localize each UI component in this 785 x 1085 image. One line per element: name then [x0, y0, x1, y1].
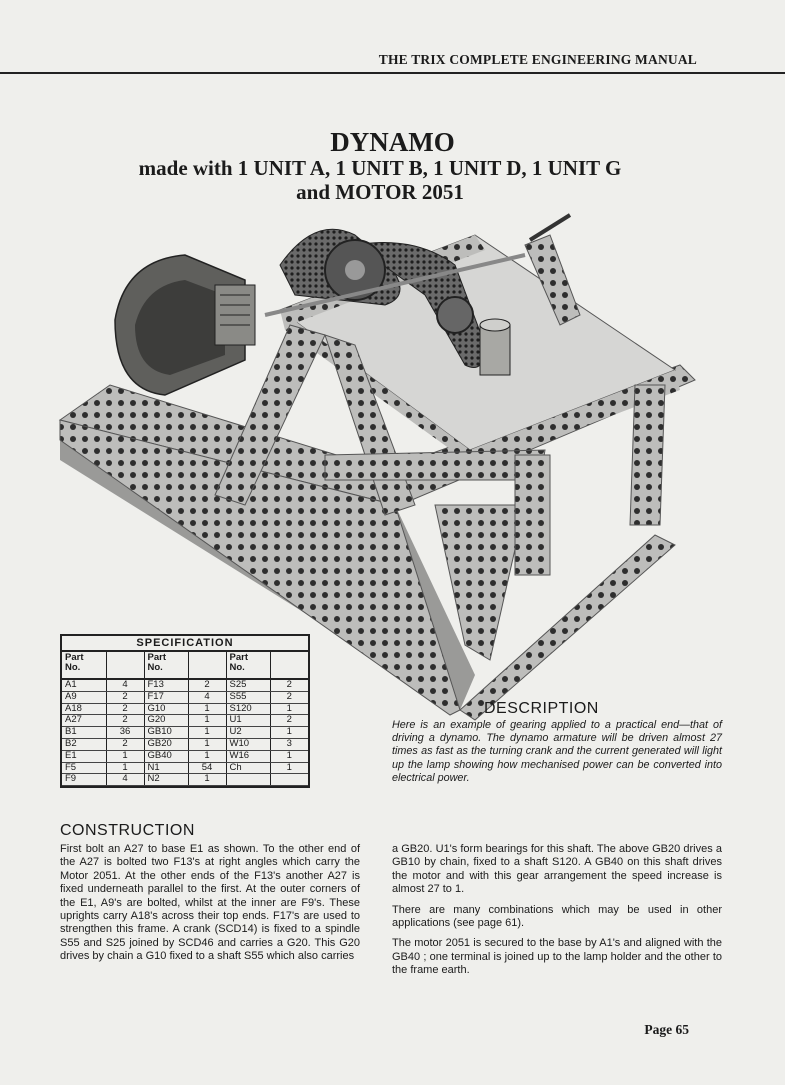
part-number-cell: GB40	[144, 750, 188, 762]
page-subtitle	[0, 156, 760, 204]
quantity-cell: 1	[188, 727, 226, 739]
quantity-cell	[270, 774, 308, 786]
quantity-cell: 2	[270, 691, 308, 703]
manual-title: THE TRIX COMPLETE ENGINEERING MANUAL	[378, 52, 697, 67]
page-title: DYNAMO	[330, 127, 455, 157]
part-number-cell: W16	[226, 750, 270, 762]
part-number-cell: A27	[62, 715, 106, 727]
quantity-cell: 54	[188, 762, 226, 774]
part-number-cell: N1	[144, 762, 188, 774]
part-number-cell: W10	[226, 738, 270, 750]
part-number-cell: A1	[62, 679, 106, 691]
quantity-cell: 1	[106, 762, 144, 774]
table-row	[62, 774, 308, 786]
quantity-cell: 1	[188, 750, 226, 762]
part-no-header: Part No.	[144, 652, 188, 679]
part-number-cell: U1	[226, 715, 270, 727]
part-number-cell: N2	[144, 774, 188, 786]
quantity-cell: 2	[188, 679, 226, 691]
header-rule	[0, 72, 785, 74]
part-number-cell: G20	[144, 715, 188, 727]
quantity-cell: 2	[270, 715, 308, 727]
part-number-cell: GB20	[144, 738, 188, 750]
part-number-cell: S25	[226, 679, 270, 691]
part-number-cell: GB10	[144, 727, 188, 739]
specification-table	[60, 634, 310, 788]
spec-grid	[62, 652, 308, 786]
part-no-header: Part No.	[226, 652, 270, 679]
part-number-cell: A9	[62, 691, 106, 703]
table-row	[62, 762, 308, 774]
part-number-cell: F5	[62, 762, 106, 774]
description-heading: DESCRIPTION	[484, 700, 599, 717]
construction-left-column	[60, 843, 360, 964]
quantity-cell: 4	[106, 679, 144, 691]
construction-paragraph: First bolt an A27 to base E1 as shown. To the other end of the A27 is bolted two F13's at right angles which carry the Motor 2051. At the other ends of the F13's another A27 is fixed underneath parallel to the first. At the outer corners of the E1, A9's are bolted, whilst at the inner are F9's. These uprights carry A18's across their top ends. F17's are used to strengthen this frame. A crank (SCD14) is fixed to a spindle S55 and S25 joined by SCD46 and carries a G20. This G20 drives by chain a G10 fixed to a shaft S55 which also carries	[60, 843, 360, 963]
quantity-cell: 2	[270, 679, 308, 691]
subtitle-line-2: and MOTOR 2051	[296, 180, 464, 204]
quantity-cell: 1	[188, 774, 226, 786]
construction-paragraph: a GB20. U1's form bearings for this shaft. The above GB20 drives a GB10 by chain, fixed to a shaft S120. A GB40 on this shaft drives the motor and with this gear arrangement the speed increase is almost 27 to 1.	[392, 843, 722, 896]
spec-header-row	[62, 652, 308, 679]
page-number: Page 65	[644, 1022, 689, 1037]
table-row	[62, 750, 308, 762]
part-no-header: Part No.	[62, 652, 106, 679]
construction-paragraph: There are many combinations which may be used in other applications (see page 61).	[392, 903, 722, 930]
quantity-cell: 36	[106, 727, 144, 739]
quantity-cell: 2	[106, 691, 144, 703]
qty-header	[188, 652, 226, 679]
quantity-cell: 1	[188, 738, 226, 750]
qty-header	[270, 652, 308, 679]
part-number-cell: S120	[226, 703, 270, 715]
part-number-cell: F13	[144, 679, 188, 691]
part-number-cell: B1	[62, 727, 106, 739]
table-row	[62, 703, 308, 715]
quantity-cell: 1	[188, 715, 226, 727]
quantity-cell: 1	[270, 750, 308, 762]
construction-right-column	[392, 843, 722, 985]
specification-title: SPECIFICATION	[62, 636, 308, 652]
subtitle-line-1: made with 1 UNIT A, 1 UNIT B, 1 UNIT D, 1 UNIT G	[138, 156, 622, 180]
part-number-cell: E1	[62, 750, 106, 762]
table-row	[62, 738, 308, 750]
quantity-cell: 1	[188, 703, 226, 715]
quantity-cell: 1	[270, 762, 308, 774]
table-row	[62, 691, 308, 703]
quantity-cell: 3	[270, 738, 308, 750]
table-row	[62, 715, 308, 727]
part-number-cell: B2	[62, 738, 106, 750]
quantity-cell: 1	[270, 727, 308, 739]
part-number-cell: A18	[62, 703, 106, 715]
part-number-cell: F17	[144, 691, 188, 703]
quantity-cell: 4	[106, 774, 144, 786]
part-number-cell: G10	[144, 703, 188, 715]
construction-paragraph: The motor 2051 is secured to the base by A1's and aligned with the GB40 ; one terminal is joined up to the lamp holder and the other to the frame earth.	[392, 937, 722, 977]
quantity-cell: 2	[106, 715, 144, 727]
qty-header	[106, 652, 144, 679]
table-row	[62, 679, 308, 691]
quantity-cell: 2	[106, 703, 144, 715]
part-number-cell: U2	[226, 727, 270, 739]
part-number-cell: F9	[62, 774, 106, 786]
part-number-cell	[226, 774, 270, 786]
table-row	[62, 727, 308, 739]
part-number-cell: Ch	[226, 762, 270, 774]
quantity-cell: 4	[188, 691, 226, 703]
quantity-cell: 2	[106, 738, 144, 750]
construction-heading: CONSTRUCTION	[60, 822, 195, 839]
quantity-cell: 1	[106, 750, 144, 762]
part-number-cell: S55	[226, 691, 270, 703]
description-text: Here is an example of gearing applied to a practical end—that of driving a dynamo. The dynamo armature will be driven almost 27 times as fast as the turning crank and the current generated will light up the lamp showing how mechanised power can be converted into electrical power.	[392, 719, 722, 784]
quantity-cell: 1	[270, 703, 308, 715]
